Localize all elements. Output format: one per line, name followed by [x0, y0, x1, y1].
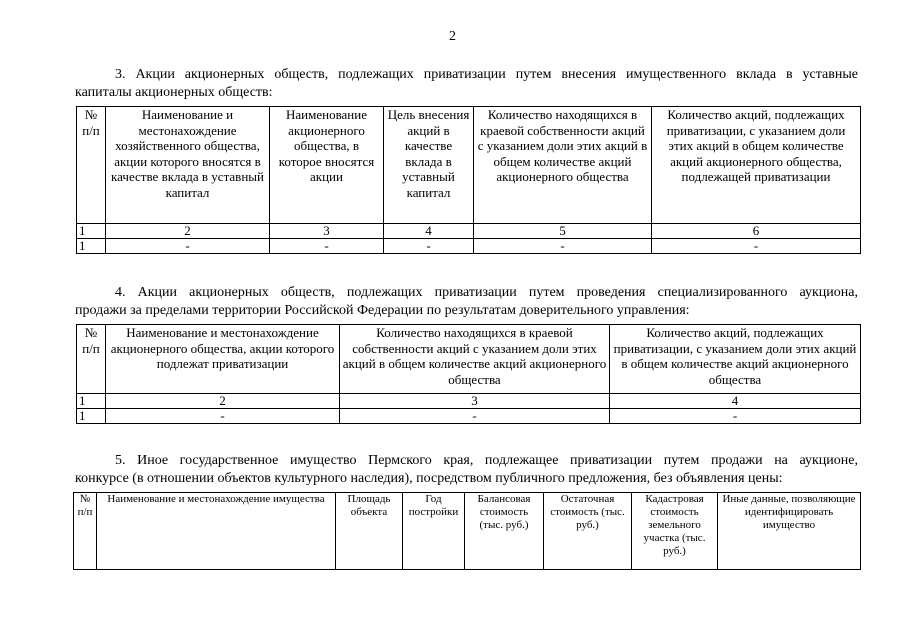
column-number: 1: [77, 224, 106, 239]
section5-intro: [75, 452, 858, 488]
table-cell: 1: [77, 409, 106, 424]
header-cell: Иные данные, позволяющие идентифицировать имущество: [718, 493, 861, 570]
header-cell: Остаточная стоимость (тыс. руб.): [544, 493, 632, 570]
header-cell: Год постройки: [403, 493, 465, 570]
header-cell: Количество находящихся в краевой собственности акций с указанием доли этих акций в общем количестве акций акционерного общества: [340, 325, 610, 394]
table-header-row: [74, 493, 861, 570]
header-cell: Цель внесения акций в качестве вклада в уставный капитал: [384, 107, 474, 224]
section5-table: [73, 492, 861, 570]
section5-intro-line2: конкурсе (в отношении объектов культурного наследия), посредством публичного предложения, без объявления цены:: [75, 471, 783, 486]
header-cell: Балансовая стоимость (тыс. руб.): [465, 493, 544, 570]
table-cell: -: [340, 409, 610, 424]
header-cell: Площадь объекта: [336, 493, 403, 570]
column-number: 3: [340, 394, 610, 409]
section4-table: [76, 324, 861, 424]
table-cell: -: [106, 409, 340, 424]
header-cell: Наименование и местонахождение хозяйственного общества, акции которого вносятся в качестве вклада в уставный капитал: [106, 107, 270, 224]
table-cell: -: [384, 239, 474, 254]
column-number-row: [77, 224, 861, 239]
column-number: 6: [652, 224, 861, 239]
table-header-row: [77, 325, 861, 394]
header-cell: Наименование акционерного общества, в которое вносятся акции: [270, 107, 384, 224]
section3-intro: [75, 66, 858, 102]
header-cell: Количество акций, подлежащих приватизации, с указанием доли этих акций в общем количестве акций акционерного общества, подлежащей приватизации: [652, 107, 861, 224]
table-cell: -: [270, 239, 384, 254]
header-cell: № п/п: [77, 325, 106, 394]
column-number: 4: [610, 394, 861, 409]
section3-intro-line2: капиталы акционерных обществ:: [75, 85, 273, 100]
section4-intro-line1: 4. Акции акционерных обществ, подлежащих приватизации путем проведения специализированного аукциона,: [115, 285, 858, 300]
column-number: 3: [270, 224, 384, 239]
header-cell: Кадастровая стоимость земельного участка (тыс. руб.): [632, 493, 718, 570]
column-number: 4: [384, 224, 474, 239]
section3-intro-line1: 3. Акции акционерных обществ, подлежащих приватизации путем внесения имущественного вклада в уставные: [115, 67, 858, 82]
column-number: 2: [106, 224, 270, 239]
header-cell: № п/п: [77, 107, 106, 224]
header-cell: Наименование и местонахождение имущества: [97, 493, 336, 570]
column-number: 1: [77, 394, 106, 409]
column-number: 5: [474, 224, 652, 239]
page-number: 2: [449, 29, 456, 44]
table-header-row: [77, 107, 861, 224]
table-row: [77, 239, 861, 254]
table-cell: -: [652, 239, 861, 254]
column-number-row: [77, 394, 861, 409]
table-cell: -: [106, 239, 270, 254]
table-cell: 1: [77, 239, 106, 254]
table-cell: -: [610, 409, 861, 424]
section4-intro: [75, 284, 858, 320]
table-cell: -: [474, 239, 652, 254]
header-cell: Количество находящихся в краевой собственности акций с указанием доли этих акций в общем количестве акций акционерного общества: [474, 107, 652, 224]
header-cell: Наименование и местонахождение акционерного общества, акции которого подлежат приватизации: [106, 325, 340, 394]
header-cell: № п/п: [74, 493, 97, 570]
header-cell: Количество акций, подлежащих приватизации, с указанием доли этих акций в общем количестве акций акционерного общества: [610, 325, 861, 394]
section4-intro-line2: продажи за пределами территории Российской Федерации по результатам доверительного управления:: [75, 303, 690, 318]
column-number: 2: [106, 394, 340, 409]
section5-intro-line1: 5. Иное государственное имущество Пермского края, подлежащее приватизации путем продажи на аукционе,: [115, 453, 858, 468]
section3-table: [76, 106, 861, 254]
table-row: [77, 409, 861, 424]
